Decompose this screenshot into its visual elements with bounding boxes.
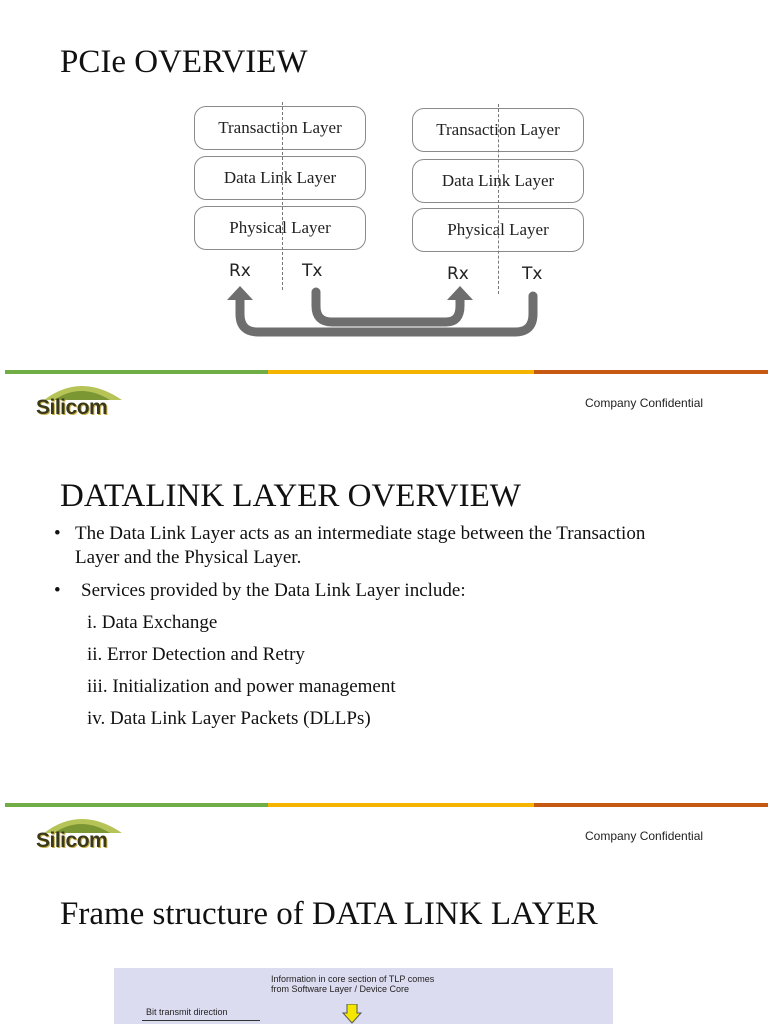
left-rx-arrowhead bbox=[227, 286, 253, 300]
service-item: iii. Initialization and power management bbox=[87, 676, 396, 697]
right-transaction-layer: Transaction Layer bbox=[412, 108, 584, 152]
left-tx-label: Tx bbox=[302, 261, 323, 281]
left-physical-layer: Physical Layer bbox=[194, 206, 366, 250]
right-rx-arrowhead bbox=[447, 286, 473, 300]
figure-caption: from Software Layer / Device Core bbox=[271, 984, 410, 994]
service-item: iv. Data Link Layer Packets (DLLPs) bbox=[87, 708, 371, 729]
right-rx-label: Rx bbox=[447, 264, 469, 284]
silicom-logo bbox=[34, 380, 129, 424]
slide2-title: DATALINK LAYER OVERVIEW bbox=[60, 478, 521, 514]
footer-divider bbox=[5, 370, 768, 374]
footer-divider bbox=[5, 803, 768, 807]
right-data-link-layer: Data Link Layer bbox=[412, 159, 584, 203]
bullet-item: • Services provided by the Data Link Layer include: bbox=[54, 579, 674, 603]
right-tx-label: Tx bbox=[522, 264, 543, 284]
service-item: i. Data Exchange bbox=[87, 612, 218, 633]
bit-direction-label: Bit transmit direction bbox=[146, 1007, 228, 1017]
right-physical-layer: Physical Layer bbox=[412, 208, 584, 252]
tx-to-rx-arrow-path bbox=[316, 292, 460, 322]
left-transaction-layer: Transaction Layer bbox=[194, 106, 366, 150]
service-item: ii. Error Detection and Retry bbox=[87, 644, 305, 665]
slide3-title: Frame structure of DATA LINK LAYER bbox=[60, 896, 598, 932]
tx-rx-link-arrows bbox=[0, 0, 768, 360]
bit-direction-line bbox=[142, 1020, 260, 1021]
confidential-label: Company Confidential bbox=[585, 396, 704, 410]
logo-wordmark: Silicom bbox=[36, 829, 108, 852]
down-arrow-icon bbox=[342, 1004, 362, 1024]
slide1-title: PCIe OVERVIEW bbox=[60, 44, 308, 80]
left-data-link-layer: Data Link Layer bbox=[194, 156, 366, 200]
silicom-logo bbox=[34, 813, 129, 857]
logo-wordmark: Silicom bbox=[36, 396, 108, 419]
figure-caption: Information in core section of TLP comes bbox=[271, 974, 435, 984]
bullet-text: The Data Link Layer acts as an intermediate stage between the Transaction Layer and the Physical Layer. bbox=[75, 523, 646, 568]
frame-structure-figure bbox=[114, 968, 613, 1024]
left-rx-label: Rx bbox=[229, 261, 251, 281]
confidential-label: Company Confidential bbox=[585, 829, 704, 843]
bullet-text: Services provided by the Data Link Layer include: bbox=[81, 580, 466, 601]
tx-to-rx-return-arrow-path bbox=[240, 296, 533, 332]
bullet-item: • The Data Link Layer acts as an intermediate stage between the Transaction Layer and the Physical Layer. bbox=[54, 522, 674, 570]
